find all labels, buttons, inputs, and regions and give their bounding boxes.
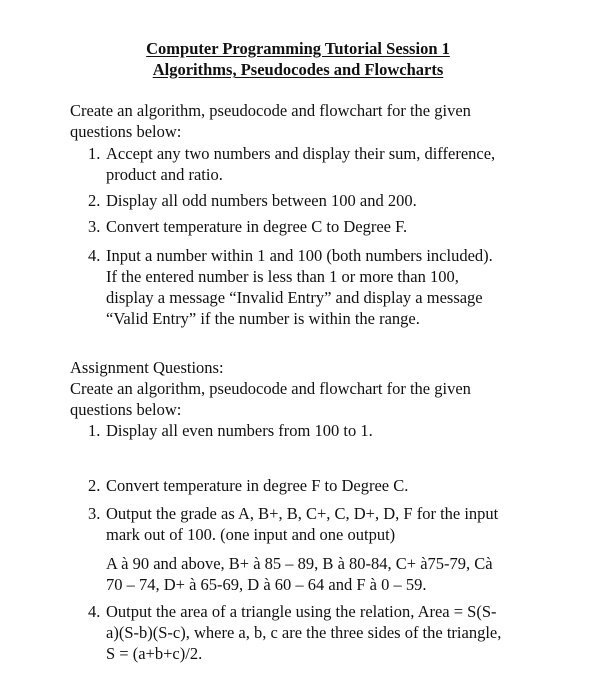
assignment-question-1 — [88, 420, 536, 441]
question-text-line: If the entered number is less than 1 or more than 100, — [106, 267, 459, 286]
question-text-line: Display all even numbers from 100 to 1. — [106, 421, 373, 440]
assignment-heading: Assignment Questions: — [70, 358, 224, 377]
grade-scale-line: A à 90 and above, B+ à 85 – 89, B à 80-84, C+ à75-79, Cà — [106, 554, 493, 573]
question-number: 2. — [88, 476, 101, 495]
question-text-line: S = (a+b+c)/2. — [106, 644, 203, 663]
question-text-line: Output the area of a triangle using the relation, Area = S(S- — [106, 602, 497, 621]
assignment-intro-line-2: questions below: — [70, 400, 182, 419]
question-text — [106, 216, 536, 237]
grade-scale-line: 70 – 74, D+ à 65-69, D à 60 – 64 and F à 0 – 59. — [106, 575, 427, 594]
question-number: 1. — [88, 421, 101, 440]
question-text — [106, 503, 536, 595]
question-number: 3. — [88, 504, 101, 523]
tutorial-question-2 — [88, 190, 536, 211]
assignment-question-2 — [88, 475, 536, 496]
assignment-intro — [70, 357, 540, 420]
question-number: 2. — [88, 191, 101, 210]
assignment-question-3 — [88, 503, 536, 595]
question-text-line: Convert temperature in degree C to Degree F. — [106, 217, 408, 236]
question-text-line: product and ratio. — [106, 165, 223, 184]
question-text-line: display a message “Invalid Entry” and display a message — [106, 288, 483, 307]
question-text — [106, 420, 536, 441]
question-text — [106, 601, 536, 664]
assignment-intro-line-1: Create an algorithm, pseudocode and flowchart for the given — [70, 379, 471, 398]
document-title — [0, 38, 596, 80]
question-text-line: “Valid Entry” if the number is within the range. — [106, 309, 420, 328]
question-text-line: Display all odd numbers between 100 and 200. — [106, 191, 417, 210]
tutorial-question-1 — [88, 143, 536, 185]
title-line-2: Algorithms, Pseudocodes and Flowcharts — [152, 60, 444, 79]
question-text-line: Accept any two numbers and display their sum, difference, — [106, 144, 496, 163]
question-text — [106, 245, 536, 329]
tutorial-intro-line-1: Create an algorithm, pseudocode and flowchart for the given — [70, 101, 471, 120]
question-text-line: Output the grade as A, B+, B, C+, C, D+, D, F for the input — [106, 504, 499, 523]
question-number: 4. — [88, 246, 101, 265]
question-text-line: a)(S-b)(S-c), where a, b, c are the three sides of the triangle, — [106, 623, 502, 642]
question-text-line: mark out of 100. (one input and one output) — [106, 525, 396, 544]
question-text-line: Convert temperature in degree F to Degree C. — [106, 476, 409, 495]
tutorial-intro-line-2: questions below: — [70, 122, 182, 141]
question-number: 3. — [88, 217, 101, 236]
assignment-question-4 — [88, 601, 536, 664]
tutorial-intro — [70, 100, 540, 142]
question-number: 4. — [88, 602, 101, 621]
title-line-1: Computer Programming Tutorial Session 1 — [146, 39, 450, 58]
tutorial-question-4 — [88, 245, 536, 329]
tutorial-question-3 — [88, 216, 536, 237]
question-text-line: Input a number within 1 and 100 (both numbers included). — [106, 246, 493, 265]
question-text — [106, 143, 536, 185]
question-text — [106, 475, 536, 496]
question-text — [106, 190, 536, 211]
question-number: 1. — [88, 144, 101, 163]
